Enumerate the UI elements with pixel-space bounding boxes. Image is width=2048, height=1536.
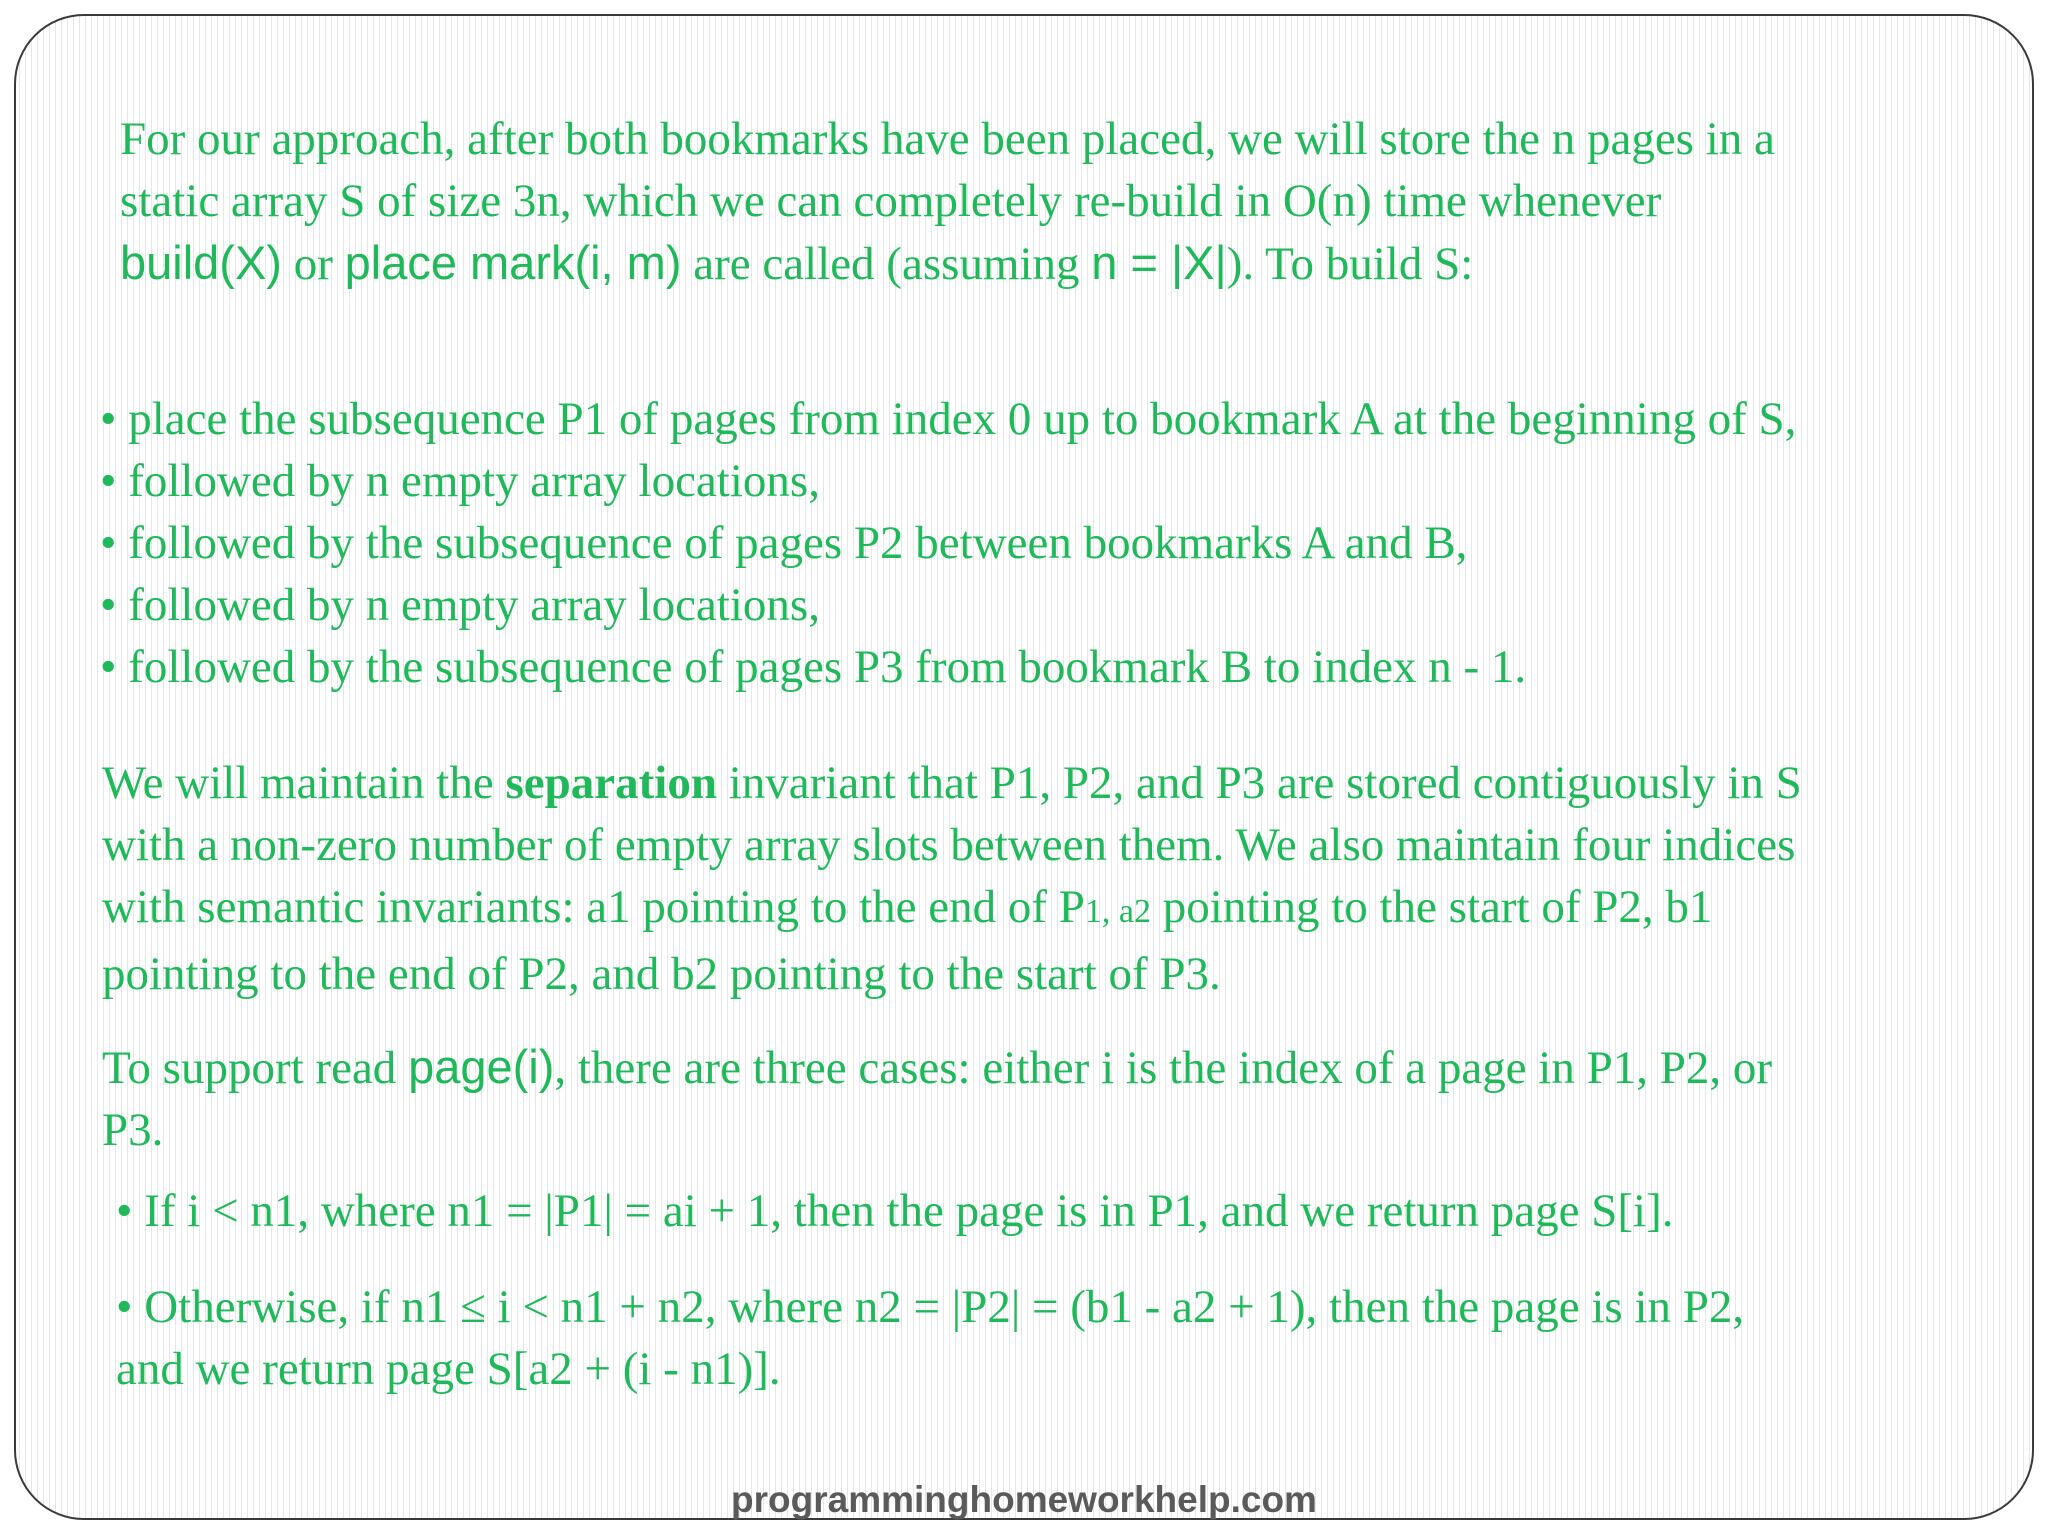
footer-site-name: programminghomeworkhelp.com	[731, 1479, 1317, 1520]
build-step: • followed by n empty array locations,	[100, 579, 820, 631]
expr-n: n = |X|	[1091, 236, 1227, 289]
read-page-prefix: To support read	[102, 1042, 409, 1094]
fn-place-mark: place mark(i, m)	[344, 236, 682, 289]
build-step: • place the subsequence P1 of pages from index 0 up to bookmark A at the beginning of S,	[100, 393, 1797, 445]
separation-prefix: We will maintain the	[102, 757, 506, 809]
build-steps-list	[100, 388, 1796, 698]
separation-line1-rest: invariant that P1, P2, and P3 are stored contiguously in S	[716, 757, 1802, 809]
slide-frame	[14, 14, 2034, 1520]
build-step: • followed by the subsequence of pages P2 between bookmarks A and B,	[100, 517, 1468, 569]
separation-line-3	[102, 876, 1802, 943]
separation-paragraph	[102, 752, 1802, 1005]
case-1	[116, 1180, 1674, 1242]
intro-paragraph	[120, 108, 1775, 295]
case-2-line-1: • Otherwise, if n1 ≤ i < n1 + n2, where n2 = |P2| = (b1 - a2 + 1), then the page is in P2,	[116, 1281, 1745, 1333]
fn-page: page(i)	[408, 1040, 555, 1093]
separation-line3-a: with semantic invariants: a1 pointing to the end of P	[102, 881, 1085, 933]
separation-line-2: with a non-zero number of empty array slots between them. We also maintain four indices	[102, 819, 1796, 871]
read-page-line1-rest: , there are three cases: either i is the index of a page in P1, P2, or	[554, 1042, 1773, 1094]
text-called: are called (assuming	[681, 238, 1092, 290]
separation-keyword: separation	[505, 757, 717, 809]
read-page-line-2: P3.	[102, 1104, 164, 1156]
case-1-text: • If i < n1, where n1 = |P1| = ai + 1, then the page is in P1, and we return page S[i].	[116, 1185, 1674, 1237]
fn-build: build(X)	[120, 236, 282, 289]
case-2	[116, 1276, 1744, 1400]
read-page-line-1	[102, 1036, 1772, 1099]
word-or: or	[281, 238, 345, 290]
separation-line3-small: 1, a2	[1084, 893, 1152, 930]
text-tail: ). To build S:	[1226, 238, 1474, 290]
separation-line-4: pointing to the end of P2, and b2 pointing to the start of P3.	[102, 948, 1221, 1000]
read-page-paragraph	[102, 1036, 1772, 1161]
intro-line-1: For our approach, after both bookmarks have been placed, we will store the n pages in a	[120, 113, 1775, 165]
case-2-line-2: and we return page S[a2 + (i - n1)].	[116, 1343, 781, 1395]
build-step: • followed by the subsequence of pages P3 from bookmark B to index n - 1.	[100, 641, 1527, 693]
slide-content	[16, 16, 2032, 1518]
separation-line3-b: pointing to the start of P2, b1	[1151, 881, 1713, 933]
intro-line-3	[120, 232, 1775, 295]
build-step: • followed by n empty array locations,	[100, 455, 820, 507]
intro-line-2: static array S of size 3n, which we can completely re-build in O(n) time whenever	[120, 175, 1662, 227]
separation-line-1	[102, 752, 1802, 814]
